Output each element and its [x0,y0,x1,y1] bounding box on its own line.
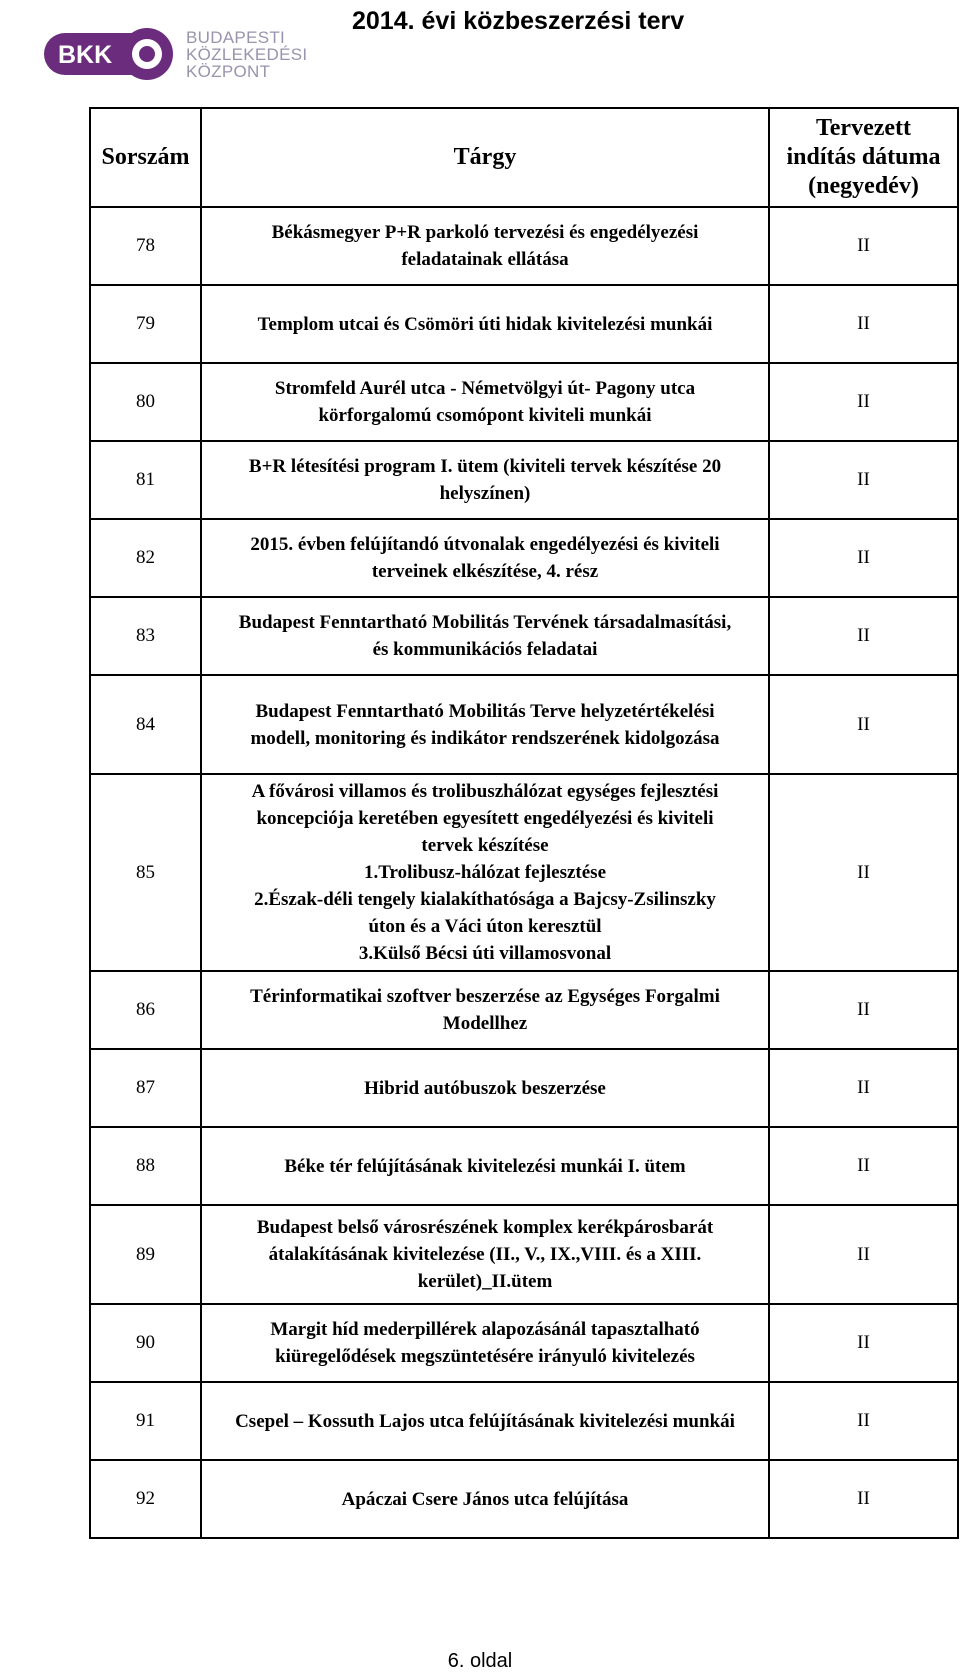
table-header-row [90,108,958,207]
row-quarter: II [769,441,958,519]
row-number: 79 [90,285,201,363]
table-row [90,1205,958,1304]
table-row [90,1049,958,1127]
row-subject: Hibrid autóbuszok beszerzése [201,1049,769,1127]
page-title: 2014. évi közbeszerzési terv [352,7,685,35]
row-number: 81 [90,441,201,519]
row-number: 88 [90,1127,201,1205]
bkk-logo-icon [42,25,176,83]
row-subject: Apáczai Csere János utca felújítása [201,1460,769,1538]
logo-line-3: KÖZPONT [186,61,271,81]
logo-line-2: KÖZLEKEDÉSI [186,44,308,64]
row-number: 80 [90,363,201,441]
table-row [90,1460,958,1538]
row-quarter: II [769,1382,958,1460]
row-quarter: II [769,675,958,774]
table-row [90,285,958,363]
row-subject: Budapest belső városrészének komplex kerékpárosbarát átalakításának kivitelezése (II., V., IX.,VIII. és a XIII. kerület)_II.ütem [201,1205,769,1304]
row-quarter: II [769,363,958,441]
row-subject: Csepel – Kossuth Lajos utca felújításának kivitelezési munkái [201,1382,769,1460]
row-number: 86 [90,971,201,1049]
table-row [90,675,958,774]
row-number: 91 [90,1382,201,1460]
table-row [90,597,958,675]
row-number: 78 [90,207,201,285]
column-header-start-date: Tervezett indítás dátuma (negyedév) [769,108,958,207]
row-subject: 2015. évben felújítandó útvonalak engedélyezési és kiviteli terveinek elkészítése, 4. rész [201,519,769,597]
row-number: 89 [90,1205,201,1304]
row-quarter: II [769,1460,958,1538]
row-number: 82 [90,519,201,597]
row-quarter: II [769,971,958,1049]
column-header-number: Sorszám [90,108,201,207]
row-subject: A fővárosi villamos és trolibuszhálózat egységes fejlesztési koncepciója keretében egyesített engedélyezési és kiviteli tervek készítése 1.Trolibusz-hálózat fejlesztése 2.Észak-déli tengely kialakíthatósága a Bajcsy-Zsilinszky úton és a Váci úton keresztül 3.Külső Bécsi úti villamosvonal [201,774,769,971]
row-number: 92 [90,1460,201,1538]
row-subject: B+R létesítési program I. ütem (kiviteli tervek készítése 20 helyszínen) [201,441,769,519]
table-row [90,441,958,519]
table-row [90,519,958,597]
table-row [90,1304,958,1382]
row-number: 83 [90,597,201,675]
row-quarter: II [769,519,958,597]
row-number: 90 [90,1304,201,1382]
page-number: 6. oldal [447,1650,513,1672]
row-quarter: II [769,774,958,971]
row-subject: Béke tér felújításának kivitelezési munkái I. ütem [201,1127,769,1205]
logo-wordmark [186,29,307,80]
row-quarter: II [769,1127,958,1205]
row-quarter: II [769,597,958,675]
row-subject: Budapest Fenntartható Mobilitás Tervének társadalmasítási, és kommunikációs feladatai [201,597,769,675]
row-subject: Békásmegyer P+R parkoló tervezési és engedélyezési feladatainak ellátása [201,207,769,285]
table-row [90,1382,958,1460]
bkk-logo [42,24,312,84]
table-row [90,971,958,1049]
table-row [90,363,958,441]
logo-line-1: BUDAPESTI [186,27,286,47]
row-number: 85 [90,774,201,971]
row-quarter: II [769,1205,958,1304]
table-row [90,207,958,285]
row-subject: Margit híd mederpillérek alapozásánál tapasztalható kiüregelődések megszüntetésére irányuló kivitelezés [201,1304,769,1382]
column-header-subject: Tárgy [201,108,769,207]
row-number: 84 [90,675,201,774]
row-subject: Templom utcai és Csömöri úti hidak kivitelezési munkái [201,285,769,363]
row-subject: Stromfeld Aurél utca - Németvölgyi út- Pagony utca körforgalomú csomópont kiviteli munkái [201,363,769,441]
row-subject: Térinformatikai szoftver beszerzése az Egységes Forgalmi Modellhez [201,971,769,1049]
row-quarter: II [769,1049,958,1127]
table-body [90,207,958,1538]
table-row [90,774,958,971]
row-quarter: II [769,1304,958,1382]
row-quarter: II [769,207,958,285]
table-row [90,1127,958,1205]
row-quarter: II [769,285,958,363]
row-number: 87 [90,1049,201,1127]
procurement-plan-table [89,107,959,1539]
row-subject: Budapest Fenntartható Mobilitás Terve helyzetértékelési modell, monitoring és indikátor rendszerének kidolgozása [201,675,769,774]
logo-abbr: BKK [58,41,113,69]
